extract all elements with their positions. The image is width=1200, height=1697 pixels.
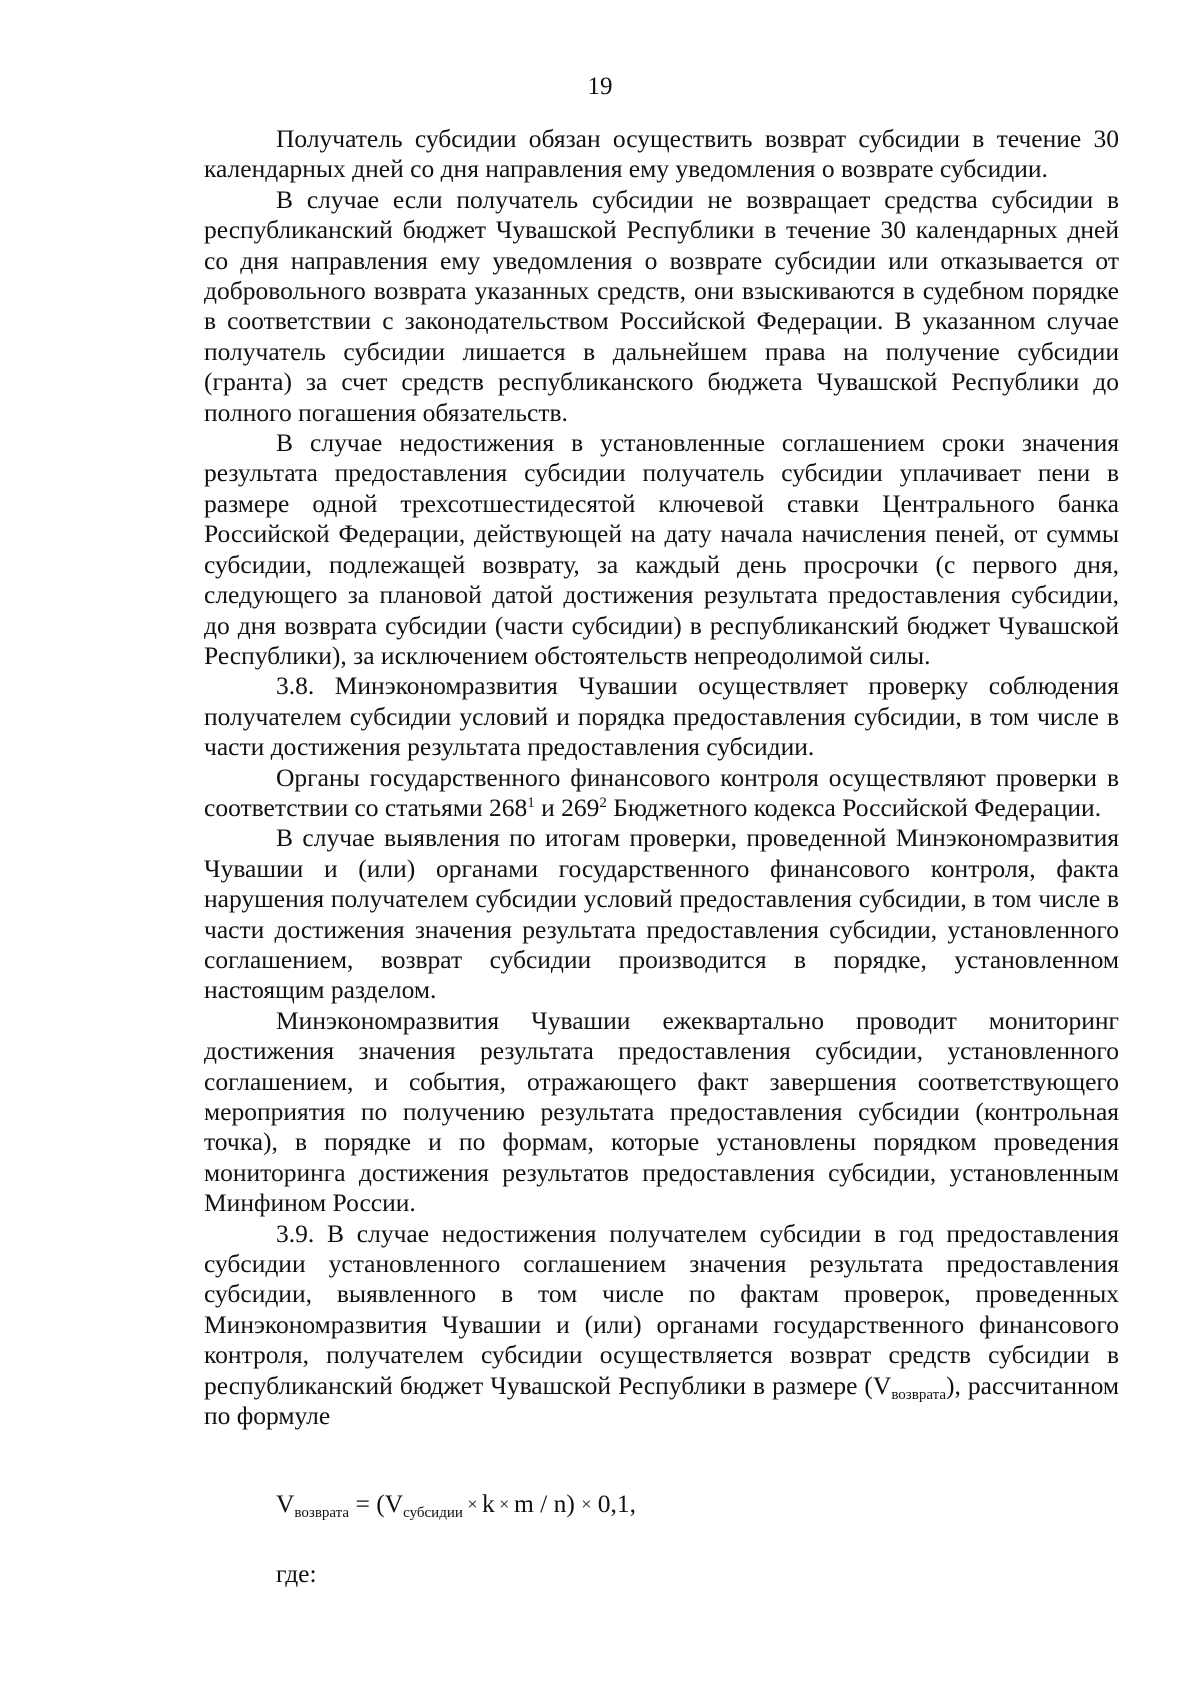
- formula-times-1: ×: [462, 1494, 483, 1514]
- paragraph-monitoring: Минэкономразвития Чувашии ежеквартально проводит мониторинг достижения значения результата предоставления субсидии, установленного соглашением, и события, отражающего факт завершения соответствующего мероприятия по получению результата предоставления субсидии (контрольная точка), в порядке и по формам, которые установлены порядком проведения мониторинга достижения результатов предоставления субсидии, установленным Минфином России.: [204, 1005, 1119, 1218]
- superscript-2: 2: [599, 794, 607, 811]
- financial-control-text-1: Органы государственного финансового контроля осуществляют проверки в соответствии со статьями 268: [204, 762, 1119, 822]
- formula-subsidy-subscript: субсидии: [403, 1505, 463, 1521]
- return-subscript: возврата: [891, 1386, 946, 1403]
- formula-v: V: [276, 1489, 295, 1518]
- superscript-1: 1: [527, 794, 535, 811]
- formula-times-3: ×: [581, 1494, 592, 1514]
- paragraph-violation: В случае выявления по итогам проверки, проведенной Минэкономразвития Чувашии и (или) органами государственного финансового контроля, факта нарушения получателем субсидии условий предоставления субсидии, в том числе в части достижения значения результата предоставления субсидии, установленного соглашением, возврат субсидии производится в порядке, установленном настоящим разделом.: [204, 823, 1119, 1005]
- return-text-1: 3.9. В случае недостижения получателем субсидии в год предоставления субсидии установленного соглашением значения результата предоставления субсидии, выявленного в том числе по фактам проверок, проведенных Минэкономразвития Чувашии и (или) органами государственного финансового контроля, получателем субсидии осуществляется возврат средств субсидии в республиканский бюджет Чувашской Республики в размере (V: [204, 1218, 1119, 1400]
- page-number: 19: [587, 73, 613, 100]
- paragraph-court-recovery: В случае если получатель субсидии не возвращает средства субсидии в республиканский бюджет Чувашской Республики в течение 30 календарных дней со дня направления ему уведомления о возврате субсидии или отказывается от добровольного возврата указанных средств, они взыскиваются в судебном порядке в соответствии с законодательством Российской Федерации. В указанном случае получатель субсидии лишается в дальнейшем права на получение субсидии (гранта) за счет средств республиканского бюджета Чувашской Республики до полного погашения обязательств.: [204, 184, 1119, 427]
- paragraph-3-9-return: [204, 1219, 1119, 1432]
- financial-control-text-2: и 269: [534, 792, 600, 822]
- formula-tail: 0,1,: [591, 1489, 637, 1518]
- paragraph-3-8-inspection: 3.8. Минэкономразвития Чувашии осуществляет проверку соблюдения получателем субсидии условий и порядка предоставления субсидии, в том числе в части достижения результата предоставления субсидии.: [204, 671, 1119, 762]
- where-label: где:: [276, 1559, 317, 1588]
- formula-v-subscript: возврата: [294, 1505, 350, 1521]
- formula-eq-open: = (V: [349, 1489, 404, 1518]
- return-formula: [276, 1488, 636, 1520]
- document-body: [204, 124, 1119, 1431]
- formula-k: k: [482, 1489, 495, 1518]
- financial-control-text-3: Бюджетного кодекса Российской Федерации.: [606, 792, 1102, 822]
- paragraph-penalty: В случае недостижения в установленные соглашением сроки значения результата предоставления субсидии получатель субсидии уплачивает пени в размере одной трехсотшестидесятой ключевой ставки Центрального банка Российской Федерации, действующей на дату начала начисления пеней, от суммы субсидии, подлежащей возврату, за каждый день просрочки (с первого дня, следующего за плановой датой достижения результата предоставления субсидии, до дня возврата субсидии (части субсидии) в республиканский бюджет Чувашской Республики), за исключением обстоятельств непреодолимой силы.: [204, 428, 1119, 670]
- paragraph-return-deadline: Получатель субсидии обязан осуществить возврат субсидии в течение 30 календарных дней со дня направления ему уведомления о возврате субсидии.: [204, 124, 1119, 184]
- formula-rest: m / n): [513, 1489, 582, 1518]
- return-text-2: ), рассчитанном по формуле: [204, 1370, 1120, 1431]
- formula-times-2: ×: [494, 1494, 514, 1514]
- paragraph-financial-control: [204, 763, 1119, 824]
